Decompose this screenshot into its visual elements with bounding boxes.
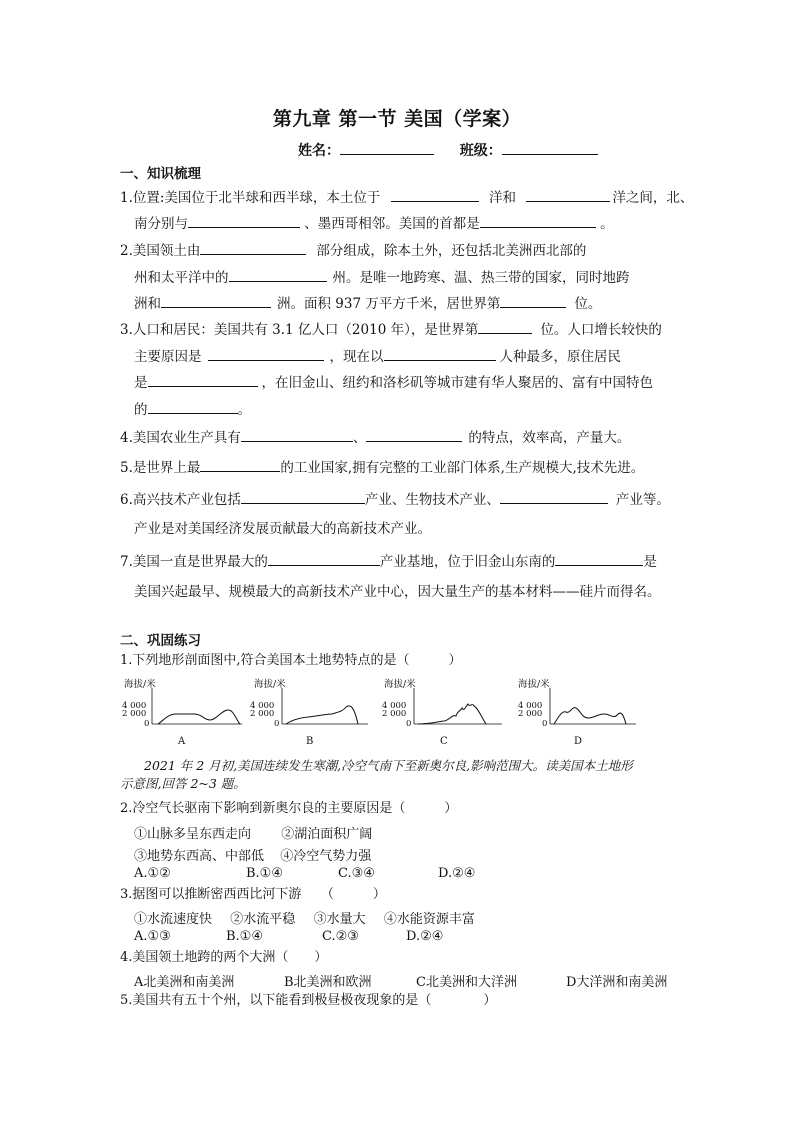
profile-tick: 4 000 bbox=[518, 701, 543, 711]
text: 。 bbox=[600, 216, 614, 232]
profile-tick: 2 000 bbox=[518, 709, 543, 719]
profile-curve bbox=[418, 704, 486, 724]
statement: ③地势东西高、中部低 bbox=[134, 849, 265, 864]
text: 部分组成，除本土外，还包括北美洲西北部的 bbox=[316, 243, 587, 259]
knowledge-item-2-line3 bbox=[134, 294, 601, 313]
profile-letter: C bbox=[440, 736, 448, 747]
statement: ④水能资源丰富 bbox=[383, 912, 475, 927]
answer-blank[interactable] bbox=[500, 490, 608, 504]
profile-ylabel: 海拔/米 bbox=[384, 679, 416, 690]
q2-choice-a[interactable]: A.①② bbox=[134, 866, 171, 881]
knowledge-item-6-line2: 产业是对美国经济发展贡献最大的高新技术产业。 bbox=[134, 521, 431, 537]
question-4: 4.美国领土地跨的两个大洲（ ） bbox=[120, 950, 328, 965]
terrain-profile-options bbox=[118, 674, 678, 752]
text: 位。人口增长较快的 bbox=[540, 322, 662, 338]
answer-blank[interactable] bbox=[241, 490, 365, 504]
q2-choice-c[interactable]: C.③④ bbox=[338, 866, 375, 881]
text: 洋和 bbox=[489, 190, 517, 206]
answer-blank[interactable] bbox=[188, 214, 300, 228]
q3-choice-b[interactable]: B.①④ bbox=[226, 929, 263, 944]
statement: ①水流速度快 bbox=[134, 912, 213, 927]
text: 是 bbox=[643, 554, 657, 570]
knowledge-item-7-line2: 美国兴起最早、规模最大的高新技术产业中心，因大量生产的基本材料——硅片而得名。 bbox=[134, 584, 661, 600]
knowledge-item-3-line4 bbox=[134, 400, 251, 419]
statement: ③水量大 bbox=[313, 912, 366, 927]
knowledge-item-3-line3 bbox=[134, 373, 653, 392]
q2-statements-row2 bbox=[134, 845, 371, 864]
text: 5.是世界上最 bbox=[120, 460, 201, 476]
text: 2.美国领土由 bbox=[120, 243, 201, 259]
text: 、 bbox=[352, 430, 367, 446]
class-label: 班级： bbox=[459, 143, 502, 159]
answer-blank[interactable] bbox=[229, 268, 327, 282]
answer-blank[interactable] bbox=[555, 552, 643, 566]
name-label: 姓名： bbox=[298, 143, 340, 159]
q4-choice-c[interactable]: C北美洲和大洋洲 bbox=[416, 975, 517, 990]
profile-ylabel: 海拔/米 bbox=[124, 679, 156, 690]
answer-blank[interactable] bbox=[241, 428, 353, 442]
name-blank[interactable] bbox=[340, 141, 434, 155]
text: 州和太平洋中的 bbox=[134, 270, 229, 286]
profile-letter: A bbox=[178, 736, 186, 747]
text: 州。是唯一地跨寒、温、热三带的国家，同时地跨 bbox=[332, 270, 630, 286]
q4-choice-a[interactable]: A北美洲和南美洲 bbox=[134, 975, 235, 990]
class-blank[interactable] bbox=[502, 141, 598, 155]
answer-blank[interactable] bbox=[208, 347, 324, 361]
knowledge-item-3-line1 bbox=[120, 320, 662, 339]
question-2: 2.冷空气长驱南下影响到新奥尔良的主要原因是（ ） bbox=[120, 801, 458, 816]
profile-option-a[interactable] bbox=[122, 678, 242, 747]
answer-blank[interactable] bbox=[161, 294, 271, 308]
profile-tick: 0 bbox=[144, 719, 150, 729]
knowledge-item-5 bbox=[120, 458, 644, 477]
section-knowledge-heading: 一、知识梳理 bbox=[120, 166, 201, 182]
text: 的工业国家,拥有完整的工业部门体系,生产规模大,技术先进。 bbox=[280, 460, 645, 476]
statement: ②湖泊面积广阔 bbox=[281, 827, 373, 842]
text: ，现在以 bbox=[329, 349, 384, 365]
statement: ②水流平稳 bbox=[230, 912, 296, 927]
text: 的特点，效率高，产量大。 bbox=[468, 430, 631, 446]
answer-blank[interactable] bbox=[478, 320, 532, 334]
answer-blank[interactable] bbox=[148, 373, 258, 387]
q2-choice-b[interactable]: B.①④ bbox=[246, 866, 283, 881]
knowledge-item-2-line2 bbox=[134, 268, 630, 287]
q4-choice-d[interactable]: D大洋洲和南美洲 bbox=[566, 975, 668, 990]
q3-statements bbox=[134, 908, 475, 927]
text: 主要原因是 bbox=[134, 349, 202, 365]
profile-letter: B bbox=[306, 736, 314, 747]
answer-blank[interactable] bbox=[366, 428, 462, 442]
answer-blank[interactable] bbox=[384, 347, 496, 361]
intro-line-1: 2021 年 2 月初,美国连续发生寒潮,冷空气南下至新奥尔良,影响范围大。读美国本土地形 bbox=[144, 758, 633, 773]
title-text: 第九章 第一节 美国（学案） bbox=[272, 108, 522, 130]
question-5: 5.美国共有五十个州，以下能看到极昼极夜现象的是（ ） bbox=[120, 993, 497, 1008]
statement: ④冷空气势力强 bbox=[280, 849, 372, 864]
knowledge-item-6-line1 bbox=[120, 490, 670, 509]
profile-tick: 2 000 bbox=[250, 709, 275, 719]
answer-blank[interactable] bbox=[526, 188, 610, 202]
profile-tick: 0 bbox=[406, 719, 412, 729]
text: 人种最多，原住居民 bbox=[499, 349, 621, 365]
text: 位。 bbox=[574, 296, 602, 312]
profile-option-b[interactable] bbox=[250, 678, 368, 747]
text: 洲和 bbox=[134, 296, 161, 312]
text: 4.美国农业生产具有 bbox=[120, 430, 241, 446]
profile-letter: D bbox=[574, 736, 583, 747]
profile-tick: 4 000 bbox=[122, 701, 147, 711]
knowledge-item-3-line2 bbox=[134, 347, 621, 366]
profile-option-c[interactable] bbox=[382, 678, 502, 747]
text: 南分别与 bbox=[134, 216, 188, 232]
text: 产业等。 bbox=[615, 492, 670, 508]
knowledge-item-1-line1 bbox=[120, 188, 693, 207]
name-class-row bbox=[298, 140, 598, 160]
text: 。 bbox=[237, 402, 251, 418]
profile-curve bbox=[158, 710, 240, 724]
profile-curve bbox=[554, 708, 626, 724]
text: 洲。面积 937 万平方千米，居世界第 bbox=[277, 296, 501, 312]
text: 1.位置:美国位于北半球和西半球，本土位于 bbox=[120, 190, 381, 206]
q3-choice-a[interactable]: A.①③ bbox=[134, 929, 171, 944]
q2-statements-row1 bbox=[134, 823, 372, 842]
knowledge-item-2-line1 bbox=[120, 241, 586, 260]
profile-ylabel: 海拔/米 bbox=[518, 679, 550, 690]
question-intro bbox=[120, 757, 680, 793]
q4-choice-b[interactable]: B北美洲和欧洲 bbox=[284, 975, 372, 990]
profile-tick: 4 000 bbox=[382, 701, 407, 711]
text: 、墨西哥相邻。美国的首都是 bbox=[304, 216, 480, 232]
knowledge-item-7-line1 bbox=[120, 552, 657, 571]
text: 洋之间，北、 bbox=[612, 190, 694, 206]
q3-choice-d[interactable]: D.②④ bbox=[406, 929, 444, 944]
text: 产业、生物技术产业、 bbox=[364, 492, 500, 508]
answer-blank[interactable] bbox=[480, 214, 596, 228]
answer-blank[interactable] bbox=[148, 400, 238, 414]
profile-option-d[interactable] bbox=[518, 678, 636, 747]
answer-blank[interactable] bbox=[391, 188, 479, 202]
text: 的 bbox=[134, 402, 148, 418]
profile-tick: 0 bbox=[274, 719, 280, 729]
section-practice-heading: 二、巩固练习 bbox=[120, 633, 201, 649]
question-3: 3.据图可以推断密西西比河下游 （ ） bbox=[120, 887, 386, 902]
knowledge-item-1-line2 bbox=[134, 214, 614, 233]
intro-line-2: 示意图,回答 2~3 题。 bbox=[120, 776, 246, 791]
text: 产业基地，位于旧金山东南的 bbox=[379, 554, 556, 570]
statement: ①山脉多呈东西走向 bbox=[134, 827, 252, 842]
text: 6.高兴技术产业包括 bbox=[120, 492, 241, 508]
knowledge-item-4 bbox=[120, 428, 630, 447]
answer-blank[interactable] bbox=[268, 552, 380, 566]
profile-ylabel: 海拔/米 bbox=[254, 679, 286, 690]
text: 3.人口和居民：美国共有 3.1 亿人口（2010 年），是世界第 bbox=[120, 322, 479, 338]
answer-blank[interactable] bbox=[500, 294, 566, 308]
profile-curve bbox=[286, 706, 358, 724]
profile-tick: 4 000 bbox=[250, 701, 275, 711]
profile-tick: 2 000 bbox=[122, 709, 147, 719]
page-title bbox=[0, 104, 794, 131]
answer-blank[interactable] bbox=[200, 458, 280, 472]
profile-tick: 0 bbox=[542, 719, 548, 729]
text: 7.美国一直是世界最大的 bbox=[120, 554, 268, 570]
question-1: 1.下列地形剖面图中,符合美国本土地势特点的是（ ） bbox=[120, 653, 462, 668]
answer-blank[interactable] bbox=[200, 241, 306, 255]
text: 是 bbox=[134, 375, 148, 391]
text: ，在旧金山、纽约和洛杉矶等城市建有华人聚居的、富有中国特色 bbox=[261, 375, 653, 391]
q3-choice-c[interactable]: C.②③ bbox=[322, 929, 359, 944]
profile-tick: 2 000 bbox=[382, 709, 407, 719]
q2-choice-d[interactable]: D.②④ bbox=[438, 866, 476, 881]
